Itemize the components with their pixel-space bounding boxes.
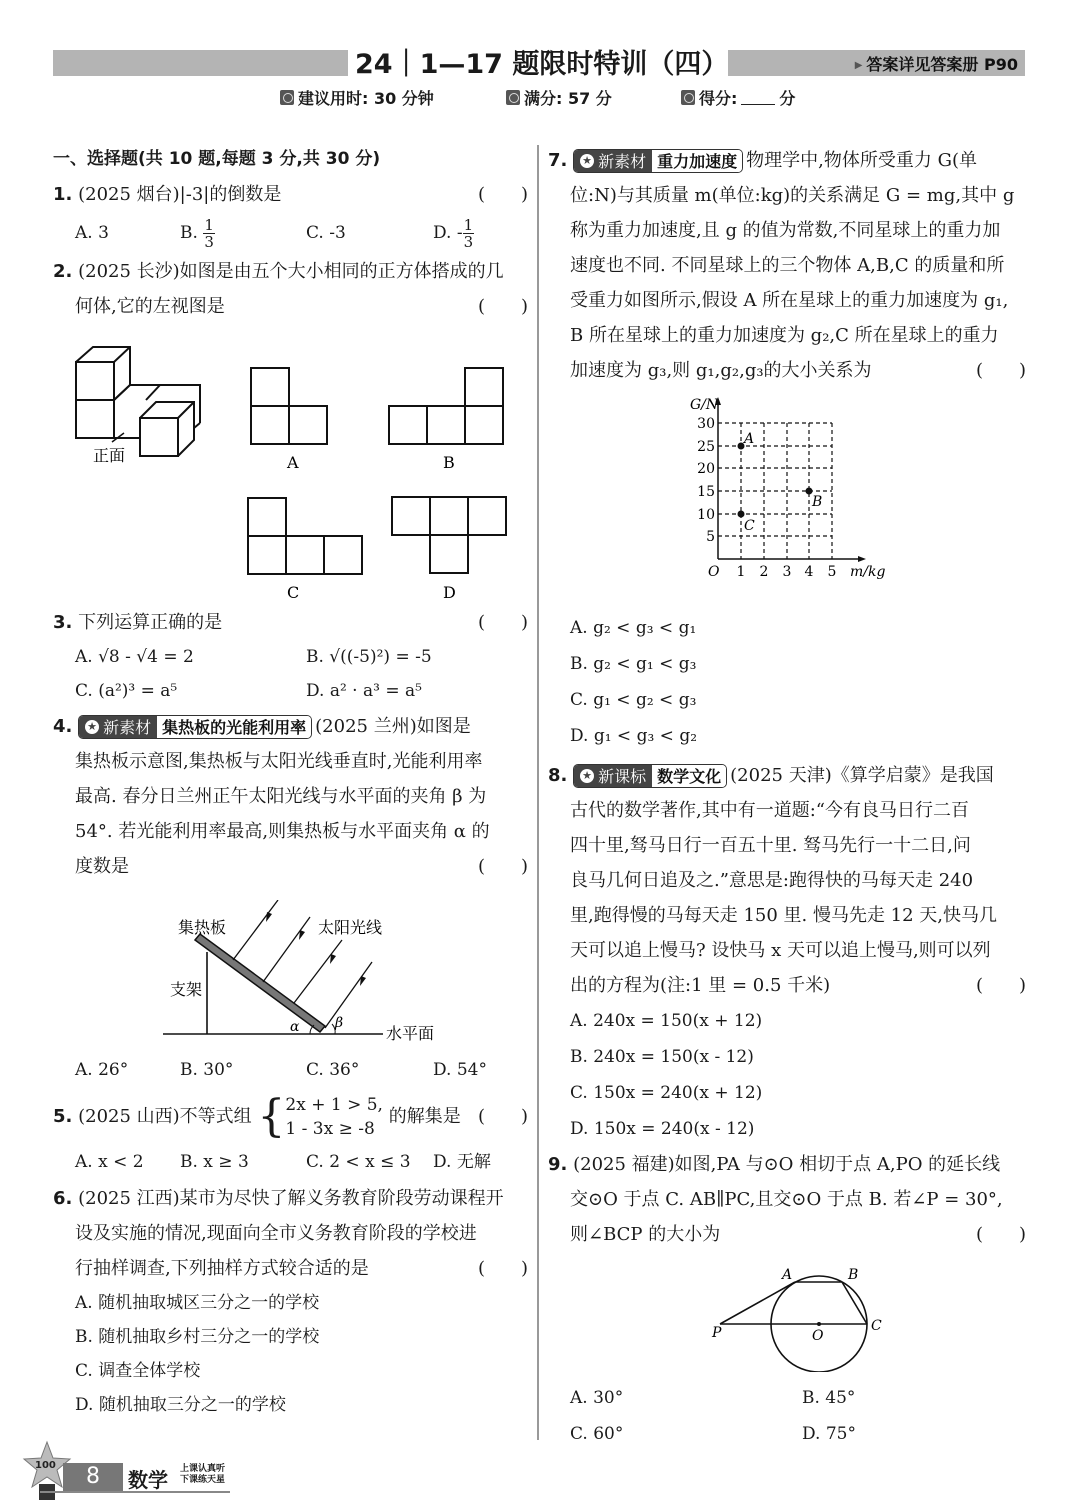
- option-d[interactable]: D. 无解: [433, 1152, 491, 1172]
- subject-label: 数学: [128, 1468, 168, 1492]
- svg-text:10: 10: [697, 507, 715, 523]
- point-a-label: A: [744, 431, 755, 447]
- score-unit: 分: [779, 89, 796, 108]
- question-stem: 54°. 若光能利用率最高,则集热板与水平面夹角 α 的: [75, 821, 490, 842]
- question-7: [548, 143, 1026, 178]
- question-stem: 设及实施的情况,现面向全市义务教育阶段的学校进: [75, 1223, 477, 1244]
- fraction: [203, 217, 215, 250]
- suggested-time-text: 建议用时: 30 分钟: [298, 89, 434, 108]
- tag-topic: 集热板的光能利用率: [157, 715, 311, 739]
- question-9-options: [548, 1380, 1026, 1452]
- option-a[interactable]: A. 240x = 150(x + 12): [570, 1011, 763, 1031]
- answer-blank[interactable]: ( ): [477, 296, 528, 317]
- option-c[interactable]: C. (a²)³ = a⁵: [75, 681, 178, 701]
- inequality-2: 1 - 3x ≥ -8: [285, 1119, 375, 1139]
- question-3-options-row-2: [53, 674, 528, 709]
- y-axis-label: G/N: [690, 397, 719, 413]
- option-d[interactable]: D. a² · a³ = a⁵: [306, 681, 422, 701]
- star-icon: ★: [85, 720, 99, 734]
- option-b[interactable]: [180, 212, 215, 254]
- answer-reference: [855, 52, 1018, 75]
- option-c[interactable]: C. 150x = 240(x + 12): [570, 1083, 763, 1103]
- question-4: [53, 709, 528, 744]
- figure-option-a: A: [287, 453, 299, 472]
- option-b[interactable]: B. 240x = 150(x - 12): [570, 1047, 754, 1067]
- question-stem: (2025 天津)《算学启蒙》是我国: [730, 765, 994, 786]
- option-label: D. -: [433, 223, 463, 243]
- question-stem: 良马几何日追及之.”意思是:跑得快的马每天走 240: [570, 870, 974, 891]
- svg-text:5: 5: [827, 564, 837, 580]
- question-stem: (2025 烟台)|-3|的倒数是: [78, 184, 282, 205]
- option-c[interactable]: C. 2 < x ≤ 3: [306, 1152, 411, 1172]
- figure-option-c: C: [287, 583, 300, 602]
- question-number: 8.: [548, 765, 568, 786]
- answer-reference-text: 答案详见答案册 P90: [866, 55, 1018, 74]
- full-score-text: 满分: 57 分: [524, 89, 612, 108]
- question-6-last-line: [53, 1251, 528, 1286]
- question-stem: 出的方程为(注:1 里 = 0.5 千米): [570, 975, 831, 996]
- question-stem: 速度也不同. 不同星球上的三个物体 A,B,C 的质量和所: [570, 255, 1005, 276]
- figure-option-d: D: [443, 583, 456, 602]
- option-a[interactable]: A. 3: [75, 223, 109, 243]
- svg-text:25: 25: [697, 439, 715, 455]
- page-title: 24｜1—17 题限时特训（四）: [355, 49, 729, 80]
- left-column-lower: [53, 605, 528, 884]
- gravity-mass-chart: [680, 393, 900, 583]
- support-label: 支架: [170, 980, 203, 999]
- tag-category: 新素材: [103, 717, 152, 737]
- question-stem: 最高. 春分日兰州正午太阳光线与水平面的夹角 β 为: [75, 786, 487, 807]
- left-column: [53, 142, 528, 324]
- logo-text: 100: [35, 1460, 56, 1471]
- new-material-tag: [573, 149, 743, 173]
- answer-blank[interactable]: ( ): [477, 1106, 528, 1127]
- question-number: 7.: [548, 150, 568, 171]
- slogan-line-1: 上课认真听: [180, 1464, 226, 1474]
- option-d[interactable]: D. g₁ < g₃ < g₂: [570, 726, 698, 746]
- right-column: [548, 143, 1026, 388]
- option-a[interactable]: A. 随机抽取城区三分之一的学校: [75, 1293, 320, 1313]
- clock-icon: [280, 90, 294, 105]
- point-p-label: P: [712, 1325, 722, 1341]
- question-number: 4.: [53, 716, 73, 737]
- column-divider: [537, 145, 539, 1440]
- answer-blank[interactable]: ( ): [975, 975, 1026, 996]
- question-stem: 古代的数学著作,其中有一道题:“今有良马日行二百: [570, 800, 969, 821]
- option-d[interactable]: D. 54°: [433, 1060, 487, 1080]
- front-label: 正面: [93, 446, 126, 465]
- question-stem: 物理学中,物体所受重力 G(单: [746, 150, 977, 171]
- tag-topic: 重力加速度: [652, 149, 742, 173]
- denominator: 3: [204, 233, 214, 251]
- fraction: [463, 217, 475, 250]
- option-a[interactable]: A. x < 2: [75, 1152, 144, 1172]
- option-a[interactable]: A. 26°: [75, 1060, 129, 1080]
- question-stem: 下列运算正确的是: [78, 612, 223, 633]
- question-stem: 受重力如图所示,假设 A 所在星球上的重力加速度为 g₁,: [570, 290, 1009, 311]
- question-2: [53, 254, 528, 289]
- question-number: 6.: [53, 1188, 73, 1209]
- header-bar-left: [53, 50, 348, 76]
- question-stem: (2025 福建)如图,PA 与⊙O 相切于点 A,PO 的延长线: [573, 1154, 1001, 1175]
- question-stem: 何体,它的左视图是: [75, 296, 225, 317]
- option-b[interactable]: B. g₂ < g₁ < g₃: [570, 654, 697, 674]
- question-1-options: [53, 212, 528, 254]
- option-d[interactable]: D. 随机抽取三分之一的学校: [75, 1395, 286, 1415]
- question-stem: 行抽样调查,下列抽样方式较合适的是: [75, 1258, 369, 1279]
- figure-option-b: B: [443, 453, 455, 472]
- triangle-right-icon: ▶: [854, 60, 863, 71]
- question-stem: 集热板示意图,集热板与太阳光线垂直时,光能利用率: [75, 751, 483, 772]
- question-number: 3.: [53, 612, 73, 633]
- answer-blank[interactable]: ( ): [477, 1258, 528, 1279]
- suggested-time: [280, 86, 434, 109]
- question-number: 9.: [548, 1154, 568, 1175]
- numerator: 1: [463, 216, 474, 234]
- option-a[interactable]: A. g₂ < g₃ < g₁: [570, 618, 697, 638]
- tag-category: 新素材: [598, 151, 647, 171]
- answer-blank[interactable]: ( ): [975, 1224, 1026, 1245]
- question-6: [53, 1181, 528, 1216]
- option-c[interactable]: C. -3: [306, 223, 346, 243]
- chat-box-icon: [506, 90, 520, 105]
- svg-text:20: 20: [697, 461, 715, 477]
- origin-label: O: [708, 564, 720, 580]
- question-stem: (2025 山西)不等式组: [78, 1106, 252, 1127]
- option-b[interactable]: B. x ≥ 3: [180, 1152, 249, 1172]
- tag-category: 新课标: [598, 766, 647, 786]
- section-title: 一、选择题(共 10 题,每题 3 分,共 30 分): [53, 149, 381, 169]
- svg-text:30: 30: [697, 416, 715, 432]
- left-column-bottom: [53, 1053, 528, 1422]
- question-stem: 位:N)与其质量 m(单位:kg)的关系满足 G = mg,其中 g: [570, 185, 1015, 206]
- question-stem: (2025 江西)某市为尽快了解义务教育阶段劳动课程开: [78, 1188, 504, 1209]
- question-8-last-line: [548, 968, 1026, 1003]
- option-d[interactable]: D. 150x = 240(x - 12): [570, 1119, 755, 1139]
- question-stem: 的解集是: [388, 1106, 461, 1127]
- cubes-figure: [60, 335, 530, 610]
- page-number: 8: [63, 1463, 123, 1491]
- question-5-options: [53, 1145, 528, 1181]
- option-c[interactable]: C. 调查全体学校: [75, 1361, 201, 1381]
- question-number: 2.: [53, 261, 73, 282]
- score-label: 得分:: [699, 89, 738, 108]
- question-stem: B 所在星球上的重力加速度为 g₂,C 所在星球上的重力: [570, 325, 999, 346]
- question-number: 1.: [53, 184, 73, 205]
- numerator: 1: [204, 216, 214, 234]
- answer-blank[interactable]: ( ): [477, 612, 528, 633]
- alpha-label: α: [290, 1019, 300, 1035]
- option-b[interactable]: B. 45°: [802, 1388, 856, 1408]
- point-b-label: B: [848, 1267, 859, 1283]
- new-material-tag: [78, 715, 312, 739]
- question-9-last-line: [548, 1217, 1026, 1252]
- question-stem: (2025 兰州)如图是: [315, 716, 471, 737]
- question-9: [548, 1147, 1026, 1182]
- x-axis-label: m/kg: [850, 564, 886, 580]
- option-b[interactable]: B. 30°: [180, 1060, 234, 1080]
- star-icon: ★: [580, 769, 594, 783]
- new-curriculum-tag: [573, 764, 727, 788]
- question-3-options-row-1: [53, 640, 528, 674]
- option-b[interactable]: B. 随机抽取乡村三分之一的学校: [75, 1327, 320, 1347]
- option-a[interactable]: A. 30°: [570, 1388, 624, 1408]
- solar-panel-figure: [150, 900, 450, 1050]
- point-b-label: B: [812, 494, 823, 510]
- option-b[interactable]: B. √((-5)²) = -5: [306, 647, 432, 667]
- question-number: 5.: [53, 1106, 73, 1127]
- point-a-label: A: [782, 1267, 793, 1283]
- slogan: [180, 1464, 225, 1486]
- svg-text:5: 5: [706, 529, 715, 545]
- option-label: B.: [180, 223, 198, 243]
- inequality-1: 2x + 1 > 5,: [285, 1095, 383, 1115]
- question-stem: 度数是: [75, 856, 129, 877]
- tag-topic: 数学文化: [652, 764, 726, 788]
- score-field: [681, 86, 795, 109]
- question-1: [53, 177, 528, 212]
- question-3: [53, 605, 528, 640]
- svg-text:1: 1: [736, 564, 746, 580]
- brace: {: [257, 1091, 286, 1142]
- slogan-line-2: 下课练天星: [180, 1475, 226, 1485]
- answer-blank[interactable]: ( ): [477, 184, 528, 205]
- medal-icon: [681, 90, 695, 105]
- panel-label: 集热板: [178, 918, 227, 937]
- svg-text:3: 3: [782, 564, 792, 580]
- question-stem: 四十里,驽马日行一百五十里. 驽马先行一十二日,问: [570, 835, 971, 856]
- question-stem: 天可以追上慢马? 设快马 x 天可以追上慢马,则可以列: [570, 940, 991, 961]
- question-stem: 则∠BCP 的大小为: [570, 1224, 721, 1245]
- svg-text:4: 4: [804, 564, 814, 580]
- question-stem: 里,跑得慢的马每天走 150 里. 慢马先走 12 天,快马几: [570, 905, 998, 926]
- question-5: [53, 1089, 528, 1145]
- question-stem: 交⊙O 于点 C. AB∥PC,且交⊙O 于点 B. 若∠P = 30°,: [570, 1189, 1003, 1210]
- question-stem: 称为重力加速度,且 g 的值为常数,不同星球上的重力加: [570, 220, 1001, 241]
- full-score: [506, 86, 612, 109]
- svg-text:15: 15: [697, 484, 715, 500]
- answer-blank[interactable]: ( ): [477, 856, 528, 877]
- option-d[interactable]: [433, 212, 474, 254]
- right-column-mid: [548, 610, 1026, 1252]
- denominator: 3: [463, 233, 474, 251]
- svg-text:2: 2: [759, 564, 769, 580]
- point-o-label: O: [812, 1328, 824, 1344]
- option-d[interactable]: D. 75°: [802, 1424, 856, 1444]
- sunlight-label: 太阳光线: [318, 918, 383, 937]
- question-4-last-line: [53, 849, 528, 884]
- ground-label: 水平面: [386, 1024, 435, 1043]
- question-7-last-line: [548, 353, 1026, 388]
- point-c-label: C: [744, 518, 755, 534]
- score-blank[interactable]: [741, 90, 775, 105]
- star-icon: ★: [580, 154, 594, 168]
- beta-label: β: [335, 1015, 344, 1031]
- question-stem: 加速度为 g₃,则 g₁,g₂,g₃的大小关系为: [570, 360, 872, 381]
- question-8: [548, 758, 1026, 793]
- answer-blank[interactable]: ( ): [975, 360, 1026, 381]
- question-2-line-2: [53, 289, 528, 324]
- question-stem: (2025 长沙)如图是由五个大小相同的正方体搭成的几: [78, 261, 504, 282]
- inequality-system: [257, 1093, 383, 1141]
- option-c[interactable]: C. g₁ < g₂ < g₃: [570, 690, 697, 710]
- question-4-options: [53, 1053, 528, 1089]
- option-a[interactable]: A. √8 - √4 = 2: [75, 647, 194, 667]
- circle-tangent-figure: [700, 1262, 900, 1372]
- point-c-label: C: [871, 1318, 882, 1334]
- option-c[interactable]: C. 60°: [570, 1424, 624, 1444]
- option-c[interactable]: C. 36°: [306, 1060, 360, 1080]
